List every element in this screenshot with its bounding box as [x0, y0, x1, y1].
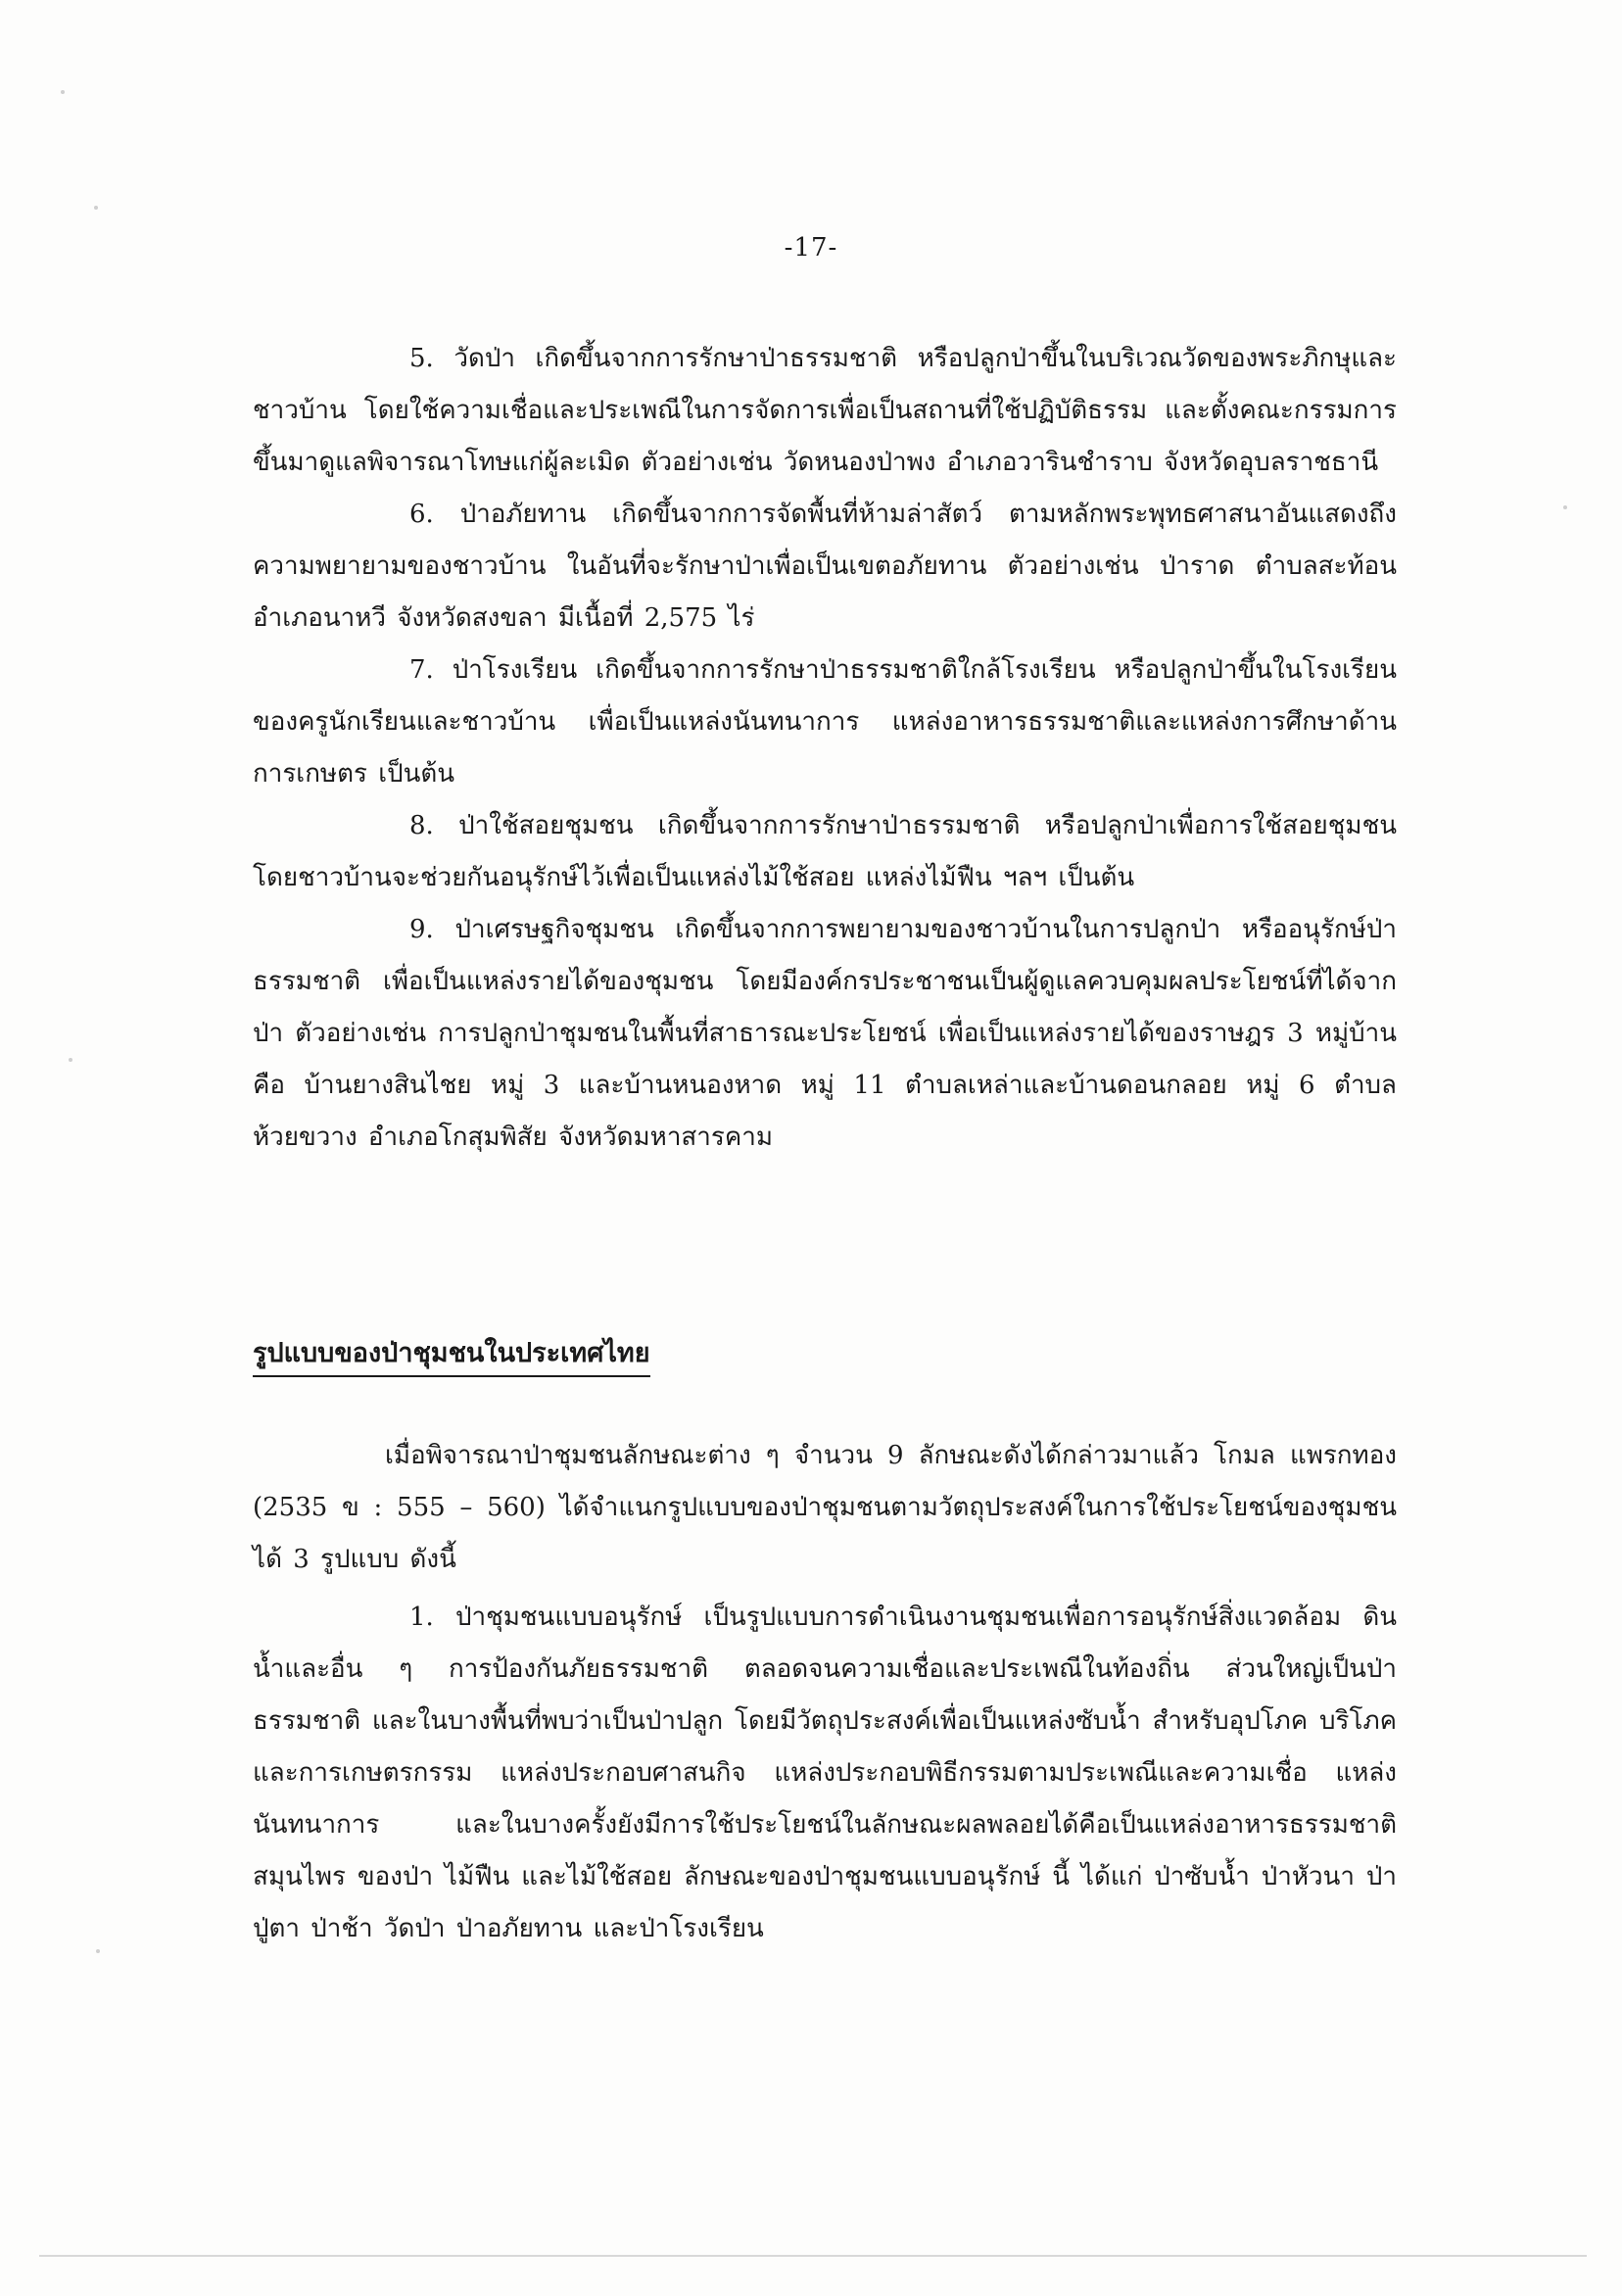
scan-speck	[69, 1058, 72, 1062]
forest-types-section	[253, 333, 1397, 1164]
scan-speck	[96, 1949, 100, 1953]
scan-edge-line	[39, 2255, 1587, 2257]
paragraph-pa-aphaiyathan: 6. ป่าอภัยทาน เกิดขึ้นจากการจัดพื้นที่ห้ามล่าสัตว์ ตามหลักพระพุทธศาสนาอันแสดงถึงความพยายามของชาวบ้าน ในอันที่จะรักษาป่าเพื่อเป็นเขตอภัยทาน ตัวอย่างเช่น ป่าราด ตำบลสะท้อน อำเภอนาหวี จังหวัดสงขลา มีเนื้อที่ 2,575 ไร่	[253, 500, 1397, 633]
paragraph-pa-chaisoi: 8. ป่าใช้สอยชุมชน เกิดขึ้นจากการรักษาป่าธรรมชาติ หรือปลูกป่าเพื่อการใช้สอยชุมชน โดยชาวบ้านจะช่วยกันอนุรักษ์ไว้เพื่อเป็นแหล่งไม้ใช้สอย แหล่งไม้ฟืน ฯลฯ เป็นต้น	[253, 811, 1397, 892]
forest-patterns-section	[253, 1430, 1397, 1955]
scan-speck	[94, 206, 98, 210]
scan-speck	[1563, 505, 1567, 509]
scan-speck	[61, 90, 65, 94]
paragraph-pa-setthakit: 9. ป่าเศรษฐกิจชุมชน เกิดขึ้นจากการพยายามของชาวบ้านในการปลูกป่า หรืออนุรักษ์ป่าธรรมชาติ เพื่อเป็นแหล่งรายได้ของชุมชน โดยมีองค์กรประชาชนเป็นผู้ดูแลควบคุมผลประโยชน์ที่ได้จากป่า ตัวอย่างเช่น การปลูกป่าชุมชนในพื้นที่สาธารณะประโยชน์ เพื่อเป็นแหล่งรายได้ของราษฎร 3 หมู่บ้านคือ บ้านยางสินไชย หมู่ 3 และบ้านหนองหาด หมู่ 11 ตำบลเหล่าและบ้านดอนกลอย หมู่ 6 ตำบลห้วยขวาง อำเภอโกสุมพิสัย จังหวัดมหาสารคาม	[253, 915, 1397, 1152]
page-number: -17-	[784, 233, 838, 263]
paragraph-pa-rongrian: 7. ป่าโรงเรียน เกิดขึ้นจากการรักษาป่าธรรมชาติใกล้โรงเรียน หรือปลูกป่าขึ้นในโรงเรียน ของครูนักเรียนและชาวบ้าน เพื่อเป็นแหล่งนันทนาการ แหล่งอาหารธรรมชาติและแหล่งการศึกษาด้านการเกษตร เป็นต้น	[253, 655, 1397, 789]
paragraph-intro: เมื่อพิจารณาป่าชุมชนลักษณะต่าง ๆ จำนวน 9 ลักษณะดังได้กล่าวมาแล้ว โกมล แพรกทอง (2535 ข : 555 – 560) ได้จำแนกรูปแบบของป่าชุมชนตามวัตถุประสงค์ในการใช้ประโยชน์ของชุมชนได้ 3 รูปแบบ ดังนี้	[253, 1441, 1397, 1574]
paragraph-conservation-forest: 1. ป่าชุมชนแบบอนุรักษ์ เป็นรูปแบบการดำเนินงานชุมชนเพื่อการอนุรักษ์สิ่งแวดล้อม ดิน น้ำและอื่น ๆ การป้องกันภัยธรรมชาติ ตลอดจนความเชื่อและประเพณีในท้องถิ่น ส่วนใหญ่เป็นป่าธรรมชาติ และในบางพื้นที่พบว่าเป็นป่าปลูก โดยมีวัตถุประสงค์เพื่อเป็นแหล่งซับน้ำ สำหรับอุปโภค บริโภคและการเกษตรกรรม แหล่งประกอบศาสนกิจ แหล่งประกอบพิธีกรรมตามประเพณีและความเชื่อ แหล่งนันทนาการ และในบางครั้งยังมีการใช้ประโยชน์ในลักษณะผลพลอยได้คือเป็นแหล่งอาหารธรรมชาติ สมุนไพร ของป่า ไม้ฟืน และไม้ใช้สอย ลักษณะของป่าชุมชนแบบอนุรักษ์ นี้ ได้แก่ ป่าซับน้ำ ป่าหัวนา ป่าปู่ตา ป่าช้า วัดป่า ป่าอภัยทาน และป่าโรงเรียน	[253, 1602, 1397, 1943]
section-heading: รูปแบบของป่าชุมชนในประเทศไทย	[253, 1334, 650, 1377]
paragraph-wat-pa: 5. วัดป่า เกิดขึ้นจากการรักษาป่าธรรมชาติ หรือปลูกป่าขึ้นในบริเวณวัดของพระภิกษุและชาวบ้าน โดยใช้ความเชื่อและประเพณีในการจัดการเพื่อเป็นสถานที่ใช้ปฏิบัติธรรม และตั้งคณะกรรมการขึ้นมาดูแลพิจารณาโทษแก่ผู้ละเมิด ตัวอย่างเช่น วัดหนองป่าพง อำเภอวารินชำราบ จังหวัดอุบลราชธานี	[253, 344, 1397, 477]
